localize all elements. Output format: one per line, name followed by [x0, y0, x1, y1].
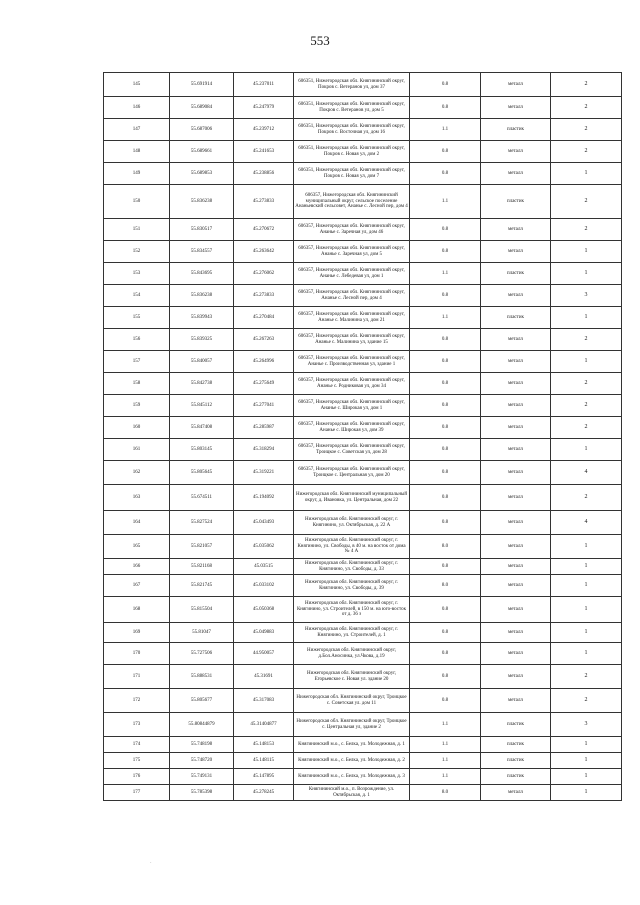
container-count-cell: 1	[551, 753, 622, 769]
container-count-cell: 1	[551, 163, 622, 185]
address-cell: 606357, Нижегородская обл. Княгининский округ, Ананье с. Заречная ул, дом 5	[294, 241, 410, 263]
table-row	[104, 461, 622, 485]
row-number-cell: 177	[104, 785, 170, 801]
table-row	[104, 511, 622, 535]
longitude-cell: 45.285987	[234, 417, 294, 439]
longitude-cell: 45.241653	[234, 141, 294, 163]
address-cell: 606351, Нижегородская обл. Княгининский округ, Покров с. Ветеранов ул, дом 5	[294, 97, 410, 119]
row-number-cell: 169	[104, 623, 170, 643]
table-row	[104, 737, 622, 753]
container-count-cell: 1	[551, 575, 622, 597]
latitude-cell: 55.749131	[170, 769, 234, 785]
area-cell: 8.0	[410, 535, 481, 559]
address-cell: Нижегородская обл. Княгининский округ, г. Княгинино, ул. Свободы, в 40 м. на восток от дома № 4 А	[294, 535, 410, 559]
row-number-cell: 146	[104, 97, 170, 119]
material-cell: металл	[481, 351, 551, 373]
table-row	[104, 373, 622, 395]
latitude-cell: 55.842738	[170, 373, 234, 395]
material-cell: пластик	[481, 185, 551, 219]
scan-mark: ·	[150, 861, 152, 866]
latitude-cell: 55.805645	[170, 461, 234, 485]
table-row	[104, 395, 622, 417]
row-number-cell: 157	[104, 351, 170, 373]
longitude-cell: 45.278245	[234, 785, 294, 801]
row-number-cell: 149	[104, 163, 170, 185]
material-cell: металл	[481, 785, 551, 801]
latitude-cell: 55.689661	[170, 141, 234, 163]
latitude-cell: 55.836238	[170, 285, 234, 307]
longitude-cell: 45.273833	[234, 185, 294, 219]
area-cell: 1.1	[410, 769, 481, 785]
latitude-cell: 55.839325	[170, 329, 234, 351]
container-count-cell: 1	[551, 623, 622, 643]
row-number-cell: 158	[104, 373, 170, 395]
latitude-cell: 55.821168	[170, 559, 234, 575]
area-cell: 1.1	[410, 263, 481, 285]
material-cell: металл	[481, 395, 551, 417]
longitude-cell: 45.148115	[234, 753, 294, 769]
address-cell: 606357, Нижегородская обл. Княгининский округ, Ананье с. Малинина ул, здание 15	[294, 329, 410, 351]
longitude-cell: 45.277041	[234, 395, 294, 417]
area-cell: 0.8	[410, 329, 481, 351]
container-count-cell: 2	[551, 689, 622, 713]
latitude-cell: 55.821057	[170, 535, 234, 559]
area-cell: 0.8	[410, 163, 481, 185]
address-cell: 606357, Нижегородская обл. Княгининский округ, Троицкое с. Центральная ул, дом 20	[294, 461, 410, 485]
address-cell: Княгининский м.о., с. Белка, ул. Молодежная, д. 1	[294, 737, 410, 753]
material-cell: металл	[481, 511, 551, 535]
container-count-cell: 1	[551, 785, 622, 801]
table-row	[104, 689, 622, 713]
row-number-cell: 160	[104, 417, 170, 439]
longitude-cell: 45.147895	[234, 769, 294, 785]
area-cell: 1.1	[410, 185, 481, 219]
table-row	[104, 163, 622, 185]
longitude-cell: 45.264996	[234, 351, 294, 373]
area-cell: 1.1	[410, 119, 481, 141]
longitude-cell: 45.31691	[234, 665, 294, 689]
latitude-cell: 55.803145	[170, 439, 234, 461]
longitude-cell: 45.03515	[234, 559, 294, 575]
area-cell: 0.8	[410, 395, 481, 417]
table-row	[104, 73, 622, 97]
address-cell: Нижегородская обл. Княгининский округ, Троицкое с. Советская ул. дом 11	[294, 689, 410, 713]
row-number-cell: 164	[104, 511, 170, 535]
row-number-cell: 165	[104, 535, 170, 559]
material-cell: металл	[481, 73, 551, 97]
longitude-cell: 45.237011	[234, 73, 294, 97]
container-count-cell: 2	[551, 373, 622, 395]
table-row	[104, 575, 622, 597]
container-sites-table	[103, 72, 622, 801]
table-row	[104, 119, 622, 141]
row-number-cell: 162	[104, 461, 170, 485]
area-cell: 0.8	[410, 141, 481, 163]
area-cell: 0.8	[410, 643, 481, 665]
table-row	[104, 263, 622, 285]
latitude-cell: 55.836238	[170, 185, 234, 219]
latitude-cell: 55.81047	[170, 623, 234, 643]
area-cell: 0.8	[410, 485, 481, 511]
row-number-cell: 161	[104, 439, 170, 461]
area-cell: 0.8	[410, 439, 481, 461]
material-cell: металл	[481, 665, 551, 689]
latitude-cell: 55.827524	[170, 511, 234, 535]
row-number-cell: 145	[104, 73, 170, 97]
table-row	[104, 219, 622, 241]
longitude-cell: 45.270672	[234, 219, 294, 241]
longitude-cell: 45.270484	[234, 307, 294, 329]
area-cell: 1.1	[410, 753, 481, 769]
table-row	[104, 559, 622, 575]
material-cell: металл	[481, 439, 551, 461]
material-cell: металл	[481, 575, 551, 597]
latitude-cell: 55.845112	[170, 395, 234, 417]
table-row	[104, 485, 622, 511]
material-cell: металл	[481, 535, 551, 559]
area-cell: 0.8	[410, 285, 481, 307]
table-row	[104, 643, 622, 665]
address-cell: 606357, Нижегородская обл. Княгининский округ, Троицкое с. Советская ул, дом 28	[294, 439, 410, 461]
area-cell: 0.8	[410, 665, 481, 689]
area-cell: 0.8	[410, 559, 481, 575]
table-row	[104, 351, 622, 373]
material-cell: металл	[481, 461, 551, 485]
area-cell: 0.8	[410, 597, 481, 623]
address-cell: 606357, Нижегородская обл. Княгининский округ, Ананье с. Малинина ул, дом 21	[294, 307, 410, 329]
address-cell: 606357, Нижегородская обл. Княгининский округ, Ананье с. Широкая ул, дом 39	[294, 417, 410, 439]
latitude-cell: 55.847408	[170, 417, 234, 439]
table-row	[104, 439, 622, 461]
container-count-cell: 2	[551, 73, 622, 97]
area-cell: 1.1	[410, 737, 481, 753]
table-row	[104, 623, 622, 643]
row-number-cell: 168	[104, 597, 170, 623]
latitude-cell: 55.888531	[170, 665, 234, 689]
address-cell: Нижегородская обл. Княгининский округ, д.Бол.Аносинка, ул.Чкова, д.19	[294, 643, 410, 665]
latitude-cell: 55.727506	[170, 643, 234, 665]
row-number-cell: 150	[104, 185, 170, 219]
latitude-cell: 55.805677	[170, 689, 234, 713]
material-cell: пластик	[481, 119, 551, 141]
address-cell: Нижегородская обл. Княгининский муниципальный округ, д. Ивановка, ул. Центральная, дом 22	[294, 485, 410, 511]
area-cell: 0.8	[410, 73, 481, 97]
container-count-cell: 1	[551, 769, 622, 785]
row-number-cell: 167	[104, 575, 170, 597]
row-number-cell: 147	[104, 119, 170, 141]
material-cell: металл	[481, 163, 551, 185]
table-row	[104, 307, 622, 329]
container-count-cell: 1	[551, 737, 622, 753]
latitude-cell: 55.689084	[170, 97, 234, 119]
area-cell: 0.8	[410, 623, 481, 643]
latitude-cell: 55.839943	[170, 307, 234, 329]
address-cell: 606351, Нижегородская обл. Княгининский округ, Покров с. Ветеранов ул, дом 37	[294, 73, 410, 97]
latitude-cell: 55.830517	[170, 219, 234, 241]
table-row	[104, 753, 622, 769]
row-number-cell: 174	[104, 737, 170, 753]
table-row	[104, 785, 622, 801]
container-count-cell: 2	[551, 219, 622, 241]
table-row	[104, 97, 622, 119]
row-number-cell: 159	[104, 395, 170, 417]
table-row	[104, 185, 622, 219]
table-row	[104, 141, 622, 163]
longitude-cell: 45.317083	[234, 689, 294, 713]
area-cell: 0.8	[410, 219, 481, 241]
container-count-cell: 2	[551, 185, 622, 219]
address-cell: 606351, Нижегородская обл. Княгининский округ, Покров с. Новая ул, дом 2	[294, 141, 410, 163]
address-cell: 606357, Нижегородская обл. Княгининский муниципальный округ, сельское поселение Ананьевский сельсовет, Ананье с. Лесной пер, дом 4	[294, 185, 410, 219]
container-count-cell: 3	[551, 285, 622, 307]
longitude-cell: 45.267263	[234, 329, 294, 351]
longitude-cell: 45.319221	[234, 461, 294, 485]
row-number-cell: 151	[104, 219, 170, 241]
material-cell: пластик	[481, 307, 551, 329]
area-cell: 8.0	[410, 575, 481, 597]
latitude-cell: 55.691914	[170, 73, 234, 97]
material-cell: металл	[481, 329, 551, 351]
table-row	[104, 329, 622, 351]
longitude-cell: 45.194092	[234, 485, 294, 511]
row-number-cell: 163	[104, 485, 170, 511]
material-cell: металл	[481, 689, 551, 713]
row-number-cell: 172	[104, 689, 170, 713]
longitude-cell: 45.238856	[234, 163, 294, 185]
longitude-cell: 44.950057	[234, 643, 294, 665]
address-cell: Нижегородская обл. Княгининский округ, г. Княгинино, ул. Октябрьская, д. 22 А	[294, 511, 410, 535]
address-cell: 606357, Нижегородская обл. Княгининский округ, Ананье с. Родниковая ул, дом 34	[294, 373, 410, 395]
table-body	[104, 73, 622, 801]
area-cell: 0.8	[410, 461, 481, 485]
page-number: 553	[310, 33, 330, 48]
longitude-cell: 45.263642	[234, 241, 294, 263]
material-cell: пластик	[481, 713, 551, 737]
container-count-cell: 1	[551, 439, 622, 461]
container-count-cell: 2	[551, 119, 622, 141]
material-cell: металл	[481, 597, 551, 623]
container-count-cell: 2	[551, 141, 622, 163]
area-cell: 0.8	[410, 689, 481, 713]
longitude-cell: 45.035062	[234, 535, 294, 559]
container-count-cell: 2	[551, 485, 622, 511]
row-number-cell: 153	[104, 263, 170, 285]
latitude-cell: 55.80844879	[170, 713, 234, 737]
longitude-cell: 45.275649	[234, 373, 294, 395]
row-number-cell: 148	[104, 141, 170, 163]
material-cell: пластик	[481, 753, 551, 769]
container-count-cell: 2	[551, 417, 622, 439]
address-cell: 606357, Нижегородская обл. Княгининский округ, Ананье с. Заречная ул, дом 46	[294, 219, 410, 241]
address-cell: Нижегородская обл. Княгининский округ, г. Княгинино, ул. Свободы, д. 33	[294, 559, 410, 575]
row-number-cell: 170	[104, 643, 170, 665]
table-row	[104, 769, 622, 785]
area-cell: 0.8	[410, 373, 481, 395]
container-count-cell: 1	[551, 535, 622, 559]
row-number-cell: 152	[104, 241, 170, 263]
table-row	[104, 597, 622, 623]
table-row	[104, 713, 622, 737]
table-row	[104, 665, 622, 689]
container-count-cell: 4	[551, 511, 622, 535]
longitude-cell: 45.318294	[234, 439, 294, 461]
address-cell: Нижегородская обл. Княгининский округ, Егорьевское с. Новая ул. здание 20	[294, 665, 410, 689]
container-count-cell: 4	[551, 461, 622, 485]
material-cell: металл	[481, 485, 551, 511]
container-count-cell: 1	[551, 307, 622, 329]
longitude-cell: 45.247979	[234, 97, 294, 119]
container-count-cell: 1	[551, 643, 622, 665]
longitude-cell: 45.050368	[234, 597, 294, 623]
material-cell: пластик	[481, 263, 551, 285]
area-cell: 0.8	[410, 351, 481, 373]
address-cell: 606351, Нижегородская обл. Княгининский округ, Покров с. Восточная ул, дом 16	[294, 119, 410, 141]
container-count-cell: 1	[551, 263, 622, 285]
latitude-cell: 55.815504	[170, 597, 234, 623]
container-count-cell: 2	[551, 329, 622, 351]
longitude-cell: 45.273833	[234, 285, 294, 307]
address-cell: Княгининский м.о., с. Белка, ул. Молодежная, д. 2	[294, 753, 410, 769]
material-cell: металл	[481, 417, 551, 439]
longitude-cell: 45.043493	[234, 511, 294, 535]
latitude-cell: 55.834557	[170, 241, 234, 263]
address-cell: Нижегородская обл. Княгининский округ, Троицкое с. Центральная ул, здание 2	[294, 713, 410, 737]
area-cell: 0.8	[410, 97, 481, 119]
row-number-cell: 176	[104, 769, 170, 785]
container-count-cell: 1	[551, 241, 622, 263]
table-row	[104, 241, 622, 263]
row-number-cell: 171	[104, 665, 170, 689]
longitude-cell: 45.033102	[234, 575, 294, 597]
longitude-cell: 45.049883	[234, 623, 294, 643]
container-count-cell: 2	[551, 395, 622, 417]
row-number-cell: 166	[104, 559, 170, 575]
address-cell: 606357, Нижегородская обл. Княгининский округ, Ананье с. Лебедевая ул, дом 1	[294, 263, 410, 285]
area-cell: 1.1	[410, 307, 481, 329]
material-cell: металл	[481, 623, 551, 643]
material-cell: пластик	[481, 737, 551, 753]
row-number-cell: 155	[104, 307, 170, 329]
latitude-cell: 55.840057	[170, 351, 234, 373]
material-cell: металл	[481, 97, 551, 119]
address-cell: Нижегородская обл. Княгининский округ, г. Княгинино, ул. Строителей, в 150 м. на юго-восток от д. 36 з	[294, 597, 410, 623]
latitude-cell: 55.821745	[170, 575, 234, 597]
area-cell: 0.8	[410, 241, 481, 263]
container-count-cell: 2	[551, 97, 622, 119]
table-row	[104, 417, 622, 439]
area-cell: 1.1	[410, 713, 481, 737]
row-number-cell: 173	[104, 713, 170, 737]
longitude-cell: 45.31404877	[234, 713, 294, 737]
longitude-cell: 45.276062	[234, 263, 294, 285]
material-cell: металл	[481, 219, 551, 241]
area-cell: 8.0	[410, 785, 481, 801]
container-count-cell: 1	[551, 559, 622, 575]
address-cell: 606357, Нижегородская обл. Княгининский округ, Ананье с. Производственная ул, здание 1	[294, 351, 410, 373]
table-row	[104, 535, 622, 559]
container-count-cell: 2	[551, 665, 622, 689]
address-cell: 606357, Нижегородская обл. Княгининский округ, Ананье с. Широкая ул, дом 1	[294, 395, 410, 417]
row-number-cell: 154	[104, 285, 170, 307]
address-cell: Нижегородская обл. Княгининский округ, г. Княгинино, ул. Свободы, д. 39	[294, 575, 410, 597]
area-cell: 0.8	[410, 417, 481, 439]
material-cell: металл	[481, 241, 551, 263]
material-cell: металл	[481, 285, 551, 307]
latitude-cell: 55.748198	[170, 737, 234, 753]
longitude-cell: 45.148153	[234, 737, 294, 753]
address-cell: Нижегородская обл. Княгининский округ, г. Княгинино, ул. Строителей, д. 1	[294, 623, 410, 643]
container-count-cell: 1	[551, 351, 622, 373]
material-cell: пластик	[481, 769, 551, 785]
address-cell: 606351, Нижегородская обл. Княгининский округ, Покров с. Новая ул, дом 7	[294, 163, 410, 185]
longitude-cell: 45.239712	[234, 119, 294, 141]
latitude-cell: 55.689853	[170, 163, 234, 185]
container-sites-table-wrap	[103, 72, 621, 801]
container-count-cell: 3	[551, 713, 622, 737]
address-cell: Княгининский м.о., п. Возрождение, ул. Октябрьская, д. 1	[294, 785, 410, 801]
latitude-cell: 55.674511	[170, 485, 234, 511]
address-cell: 606357, Нижегородская обл. Княгининский округ, Ананье с. Лесной пер, дом 4	[294, 285, 410, 307]
material-cell: металл	[481, 141, 551, 163]
material-cell: металл	[481, 559, 551, 575]
material-cell: металл	[481, 373, 551, 395]
address-cell: Княгининский м.о., с. Белка, ул. Молодежная, д. 3	[294, 769, 410, 785]
latitude-cell: 55.748720	[170, 753, 234, 769]
table-row	[104, 285, 622, 307]
material-cell: металл	[481, 643, 551, 665]
area-cell: 0.8	[410, 511, 481, 535]
latitude-cell: 55.687006	[170, 119, 234, 141]
latitude-cell: 55.843695	[170, 263, 234, 285]
row-number-cell: 156	[104, 329, 170, 351]
row-number-cell: 175	[104, 753, 170, 769]
container-count-cell: 1	[551, 597, 622, 623]
latitude-cell: 55.785398	[170, 785, 234, 801]
